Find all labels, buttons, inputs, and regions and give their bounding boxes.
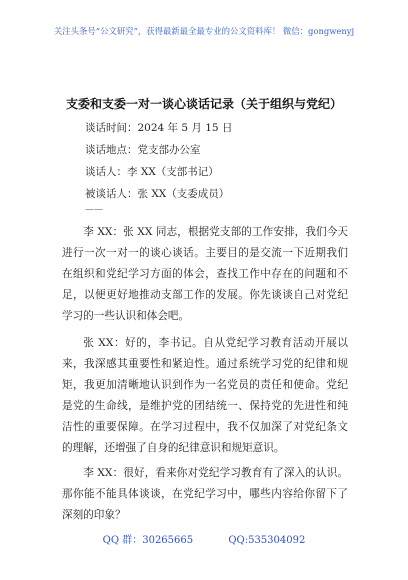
meta-talkee: 被谈话人：张 XX（支委成员） [85, 188, 230, 200]
paragraph-2: 张 XX：好的，李书记。自从党纪学习教育活动开展以来，我深感其重要性和紧迫性。通过系统学习党的纪律和规矩，我更加清晰地认识到作为一名党员的责任和使命。党纪是党的生命线，是维护党的团结统一、保持党的先进性和纯洁性的重要保障。在学习过程中，我不仅加深了对党纪条文的理解，还增强了自身的纪律意识和规矩意识。 [62, 337, 348, 454]
paragraph-1: 李 XX：张 XX 同志，根据党支部的工作安排，我们今天进行一次一对一的谈心谈话。主要目的是交流一下近期我们在组织和党纪学习方面的体会，查找工作中存在的问题和不足，以便更好地推动支部工作的发展。你先谈谈自己对党纪学习的一些认识和体会吧。 [62, 226, 348, 322]
meta-date: 谈话时间：2024 年 5 月 15 日 [85, 122, 233, 134]
paragraph-3: 李 XX：很好，看来你对党纪学习教育有了深入的认识。那你能不能具体谈谈，在党纪学习中，哪些内容给你留下了深刻的印象？ [62, 467, 348, 521]
divider: —— [85, 205, 103, 215]
footer-contact [0, 531, 408, 546]
meta-place: 谈话地点：党支部办公室 [85, 144, 201, 156]
footer-qq-group: QQ 群：30265665 [102, 535, 194, 546]
page-title: 支委和支委一对一谈心谈话记录（关于组织与党纪） [65, 97, 342, 111]
footer-qq: QQ:535304092 [228, 535, 306, 546]
header-note: 关注头条号“公文研究”，获得最新最全最专业的公文资料库！ 微信：gongwenyj [53, 26, 355, 36]
meta-talker: 谈话人：李 XX（支部书记） [85, 166, 219, 178]
